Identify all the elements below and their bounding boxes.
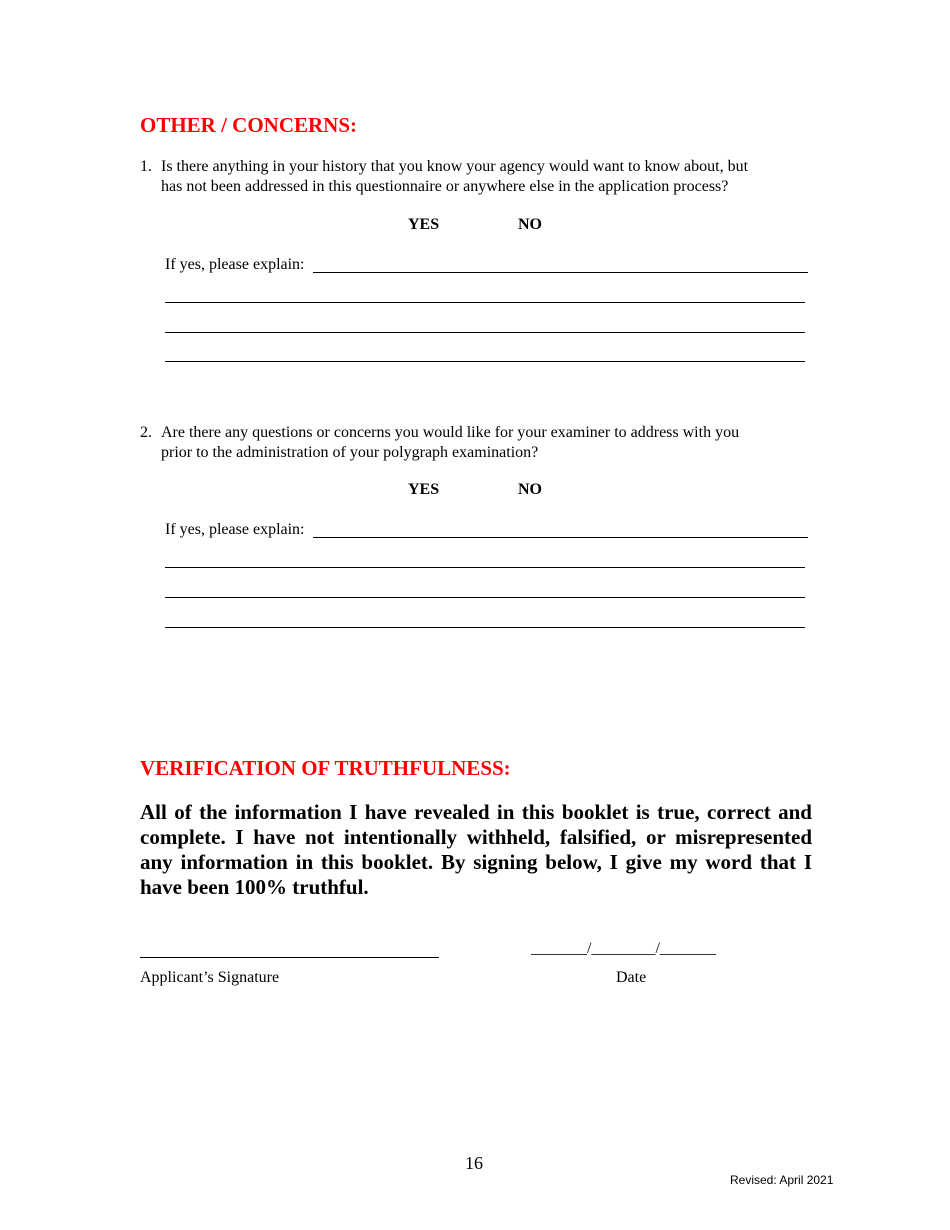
- question-2-explain-label: If yes, please explain:: [165, 521, 305, 538]
- question-2-text-line1: Are there any questions or concerns you would like for your examiner to address with you: [161, 424, 740, 441]
- question-2-text: [161, 423, 739, 463]
- signature-label: Applicant’s Signature: [140, 969, 280, 986]
- verification-statement: All of the information I have revealed in this booklet is true, correct and complete. I have not intentionally withheld, falsified, or misrepresented any information in this booklet. By signing below, I give my word that I have been 100% truthful.: [140, 800, 812, 899]
- question-2-explain-line-2[interactable]: [165, 567, 805, 568]
- question-2-yes-option[interactable]: YES: [408, 481, 440, 498]
- question-1-no-option[interactable]: NO: [518, 216, 542, 233]
- question-1-explain-line-3[interactable]: [165, 332, 805, 333]
- date-field[interactable]: _______/________/_______: [531, 940, 716, 957]
- signature-line[interactable]: [140, 957, 439, 958]
- question-1-explain-line-2[interactable]: [165, 302, 805, 303]
- other-concerns-heading: OTHER / CONCERNS:: [140, 113, 358, 137]
- question-2-number: 2.: [140, 424, 152, 441]
- question-1-number: 1.: [140, 158, 152, 175]
- page-number: 16: [465, 1153, 483, 1173]
- question-2-explain-line-1[interactable]: [313, 537, 808, 538]
- revised-date: Revised: April 2021: [730, 1173, 834, 1187]
- verification-heading: VERIFICATION OF TRUTHFULNESS:: [140, 756, 511, 780]
- question-1-text: [161, 157, 748, 197]
- question-1-explain-label: If yes, please explain:: [165, 256, 305, 273]
- question-2-text-line2: prior to the administration of your polygraph examination?: [161, 444, 539, 461]
- question-1-text-line2: has not been addressed in this questionnaire or anywhere else in the application process?: [161, 178, 729, 195]
- question-1-explain-line-1[interactable]: [313, 272, 808, 273]
- question-2-explain-line-4[interactable]: [165, 627, 805, 628]
- question-1-explain-line-4[interactable]: [165, 361, 805, 362]
- question-1-yes-option[interactable]: YES: [408, 216, 440, 233]
- question-2-no-option[interactable]: NO: [518, 481, 542, 498]
- date-label: Date: [616, 969, 647, 986]
- question-2-explain-line-3[interactable]: [165, 597, 805, 598]
- question-1-text-line1: Is there anything in your history that you know your agency would want to know about, but: [161, 158, 749, 175]
